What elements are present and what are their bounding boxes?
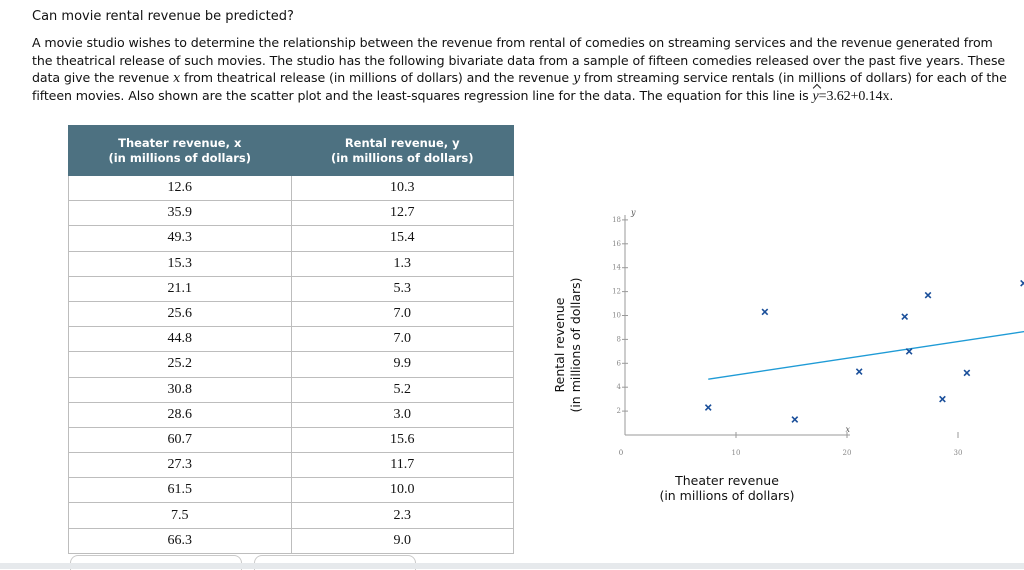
y-tick-label: 16 [612, 239, 621, 248]
y-axis-letter: y [631, 208, 636, 217]
variable-x: x [173, 70, 181, 85]
scatter-point [762, 309, 768, 315]
problem-text-part-2: from theatrical release (in millions of dollars) and the revenue [180, 70, 573, 85]
cell-rental-revenue: 10.3 [291, 176, 514, 201]
problem-text-part-1: A movie studio wishes to determine the relationship between the revenue from rental of comedies on streaming services and the revenue generated from the theatrical release of such movies. The studio has the following bivariate data from a sample of fifteen comedies released over the past five years. These data give the revenue [32, 35, 1006, 85]
cell-rental-revenue: 11.7 [291, 453, 514, 478]
table-row [69, 528, 514, 553]
y-hat: y [812, 88, 819, 104]
cell-rental-revenue: 10.0 [291, 478, 514, 503]
table-row [69, 503, 514, 528]
table-row [69, 377, 514, 402]
cell-rental-revenue: 5.3 [291, 276, 514, 301]
cell-theater-revenue: 15.3 [69, 251, 292, 276]
table-row [69, 478, 514, 503]
cell-theater-revenue: 21.1 [69, 276, 292, 301]
cell-theater-revenue: 60.7 [69, 427, 292, 452]
header-col1-line1: Theater revenue, x [118, 135, 242, 150]
table-row [69, 427, 514, 452]
x-tick-label: 10 [731, 449, 741, 457]
y-axis-label-line2: (in millions of dollars) [568, 277, 583, 413]
table-row [69, 352, 514, 377]
x-tick-label: 20 [842, 449, 852, 457]
scatter-point [705, 405, 711, 411]
table-row [69, 453, 514, 478]
scatter-point [792, 417, 798, 423]
equation-rhs: =3.62+0.14x [818, 88, 890, 104]
scatter-point [856, 369, 862, 375]
cell-theater-revenue: 61.5 [69, 478, 292, 503]
cell-rental-revenue: 15.6 [291, 427, 514, 452]
cell-rental-revenue: 9.0 [291, 528, 514, 553]
cell-theater-revenue: 25.6 [69, 301, 292, 326]
cell-theater-revenue: 25.2 [69, 352, 292, 377]
cell-theater-revenue: 66.3 [69, 528, 292, 553]
problem-statement [32, 34, 1014, 105]
bottom-scrollbar[interactable] [0, 563, 1024, 569]
regression-line-group [708, 270, 1024, 380]
header-theater-revenue [69, 126, 292, 176]
cell-theater-revenue: 28.6 [69, 402, 292, 427]
regression-line [708, 270, 1024, 380]
y-tick-label: 18 [612, 215, 621, 224]
cell-rental-revenue: 7.0 [291, 327, 514, 352]
y-tick-label: 4 [616, 383, 621, 392]
cell-theater-revenue: 12.6 [69, 176, 292, 201]
header-rental-revenue [291, 126, 514, 176]
problem-text-part-3: from streaming service rentals (in millions of dollars) for each of the fifteen movies. Also shown are the scatter plot and the least-squares regression line for the data. The equation for this line is [32, 70, 1007, 103]
cell-theater-revenue: 7.5 [69, 503, 292, 528]
table-row [69, 251, 514, 276]
variable-y: y [572, 70, 580, 85]
scatter-point [964, 370, 970, 376]
table-row [69, 327, 514, 352]
y-tick-label: 6 [616, 359, 621, 368]
scatter-point [940, 396, 946, 402]
chart-ticks [612, 216, 1024, 457]
x-axis-letter: x [845, 425, 850, 434]
table-header-row [69, 126, 514, 176]
regression-equation [813, 89, 890, 104]
y-tick-label: 12 [612, 287, 621, 296]
cell-rental-revenue: 7.0 [291, 301, 514, 326]
cell-rental-revenue: 12.7 [291, 201, 514, 226]
header-col2-line1: Rental revenue, y [344, 135, 460, 150]
header-col1-line2: (in millions of dollars) [108, 150, 252, 165]
cell-rental-revenue: 3.0 [291, 402, 514, 427]
y-tick-label: 14 [612, 263, 621, 272]
header-col2-line2: (in millions of dollars) [330, 150, 474, 165]
cell-theater-revenue: 44.8 [69, 327, 292, 352]
y-tick-label: 2 [616, 407, 621, 416]
x-tick-label: 30 [953, 449, 963, 457]
data-table [68, 125, 514, 554]
y-tick-label: 10 [612, 311, 621, 320]
y-tick-label: 8 [616, 335, 621, 344]
cell-rental-revenue: 1.3 [291, 251, 514, 276]
cell-theater-revenue: 30.8 [69, 377, 292, 402]
scatter-plot [540, 200, 963, 510]
cell-rental-revenue: 5.2 [291, 377, 514, 402]
table-body [69, 176, 514, 554]
cell-theater-revenue: 35.9 [69, 201, 292, 226]
table-row [69, 226, 514, 251]
problem-text-end: . [889, 87, 894, 103]
y-axis-label-line1: Rental revenue [552, 297, 567, 393]
table-row [69, 276, 514, 301]
table-row [69, 402, 514, 427]
data-points [705, 246, 1024, 422]
cell-rental-revenue: 2.3 [291, 503, 514, 528]
table-row [69, 176, 514, 201]
table-row [69, 201, 514, 226]
cell-rental-revenue: 9.9 [291, 352, 514, 377]
x-axis-label-line2: (in millions of dollars) [659, 488, 795, 503]
origin-label: 0 [618, 449, 624, 457]
scatter-point [902, 314, 908, 320]
cell-theater-revenue: 27.3 [69, 453, 292, 478]
question-title: Can movie rental revenue be predicted? [32, 9, 294, 24]
cell-theater-revenue: 49.3 [69, 226, 292, 251]
scatter-point [925, 292, 931, 298]
x-axis-label-line1: Theater revenue [675, 473, 779, 488]
table-row [69, 301, 514, 326]
cell-rental-revenue: 15.4 [291, 226, 514, 251]
